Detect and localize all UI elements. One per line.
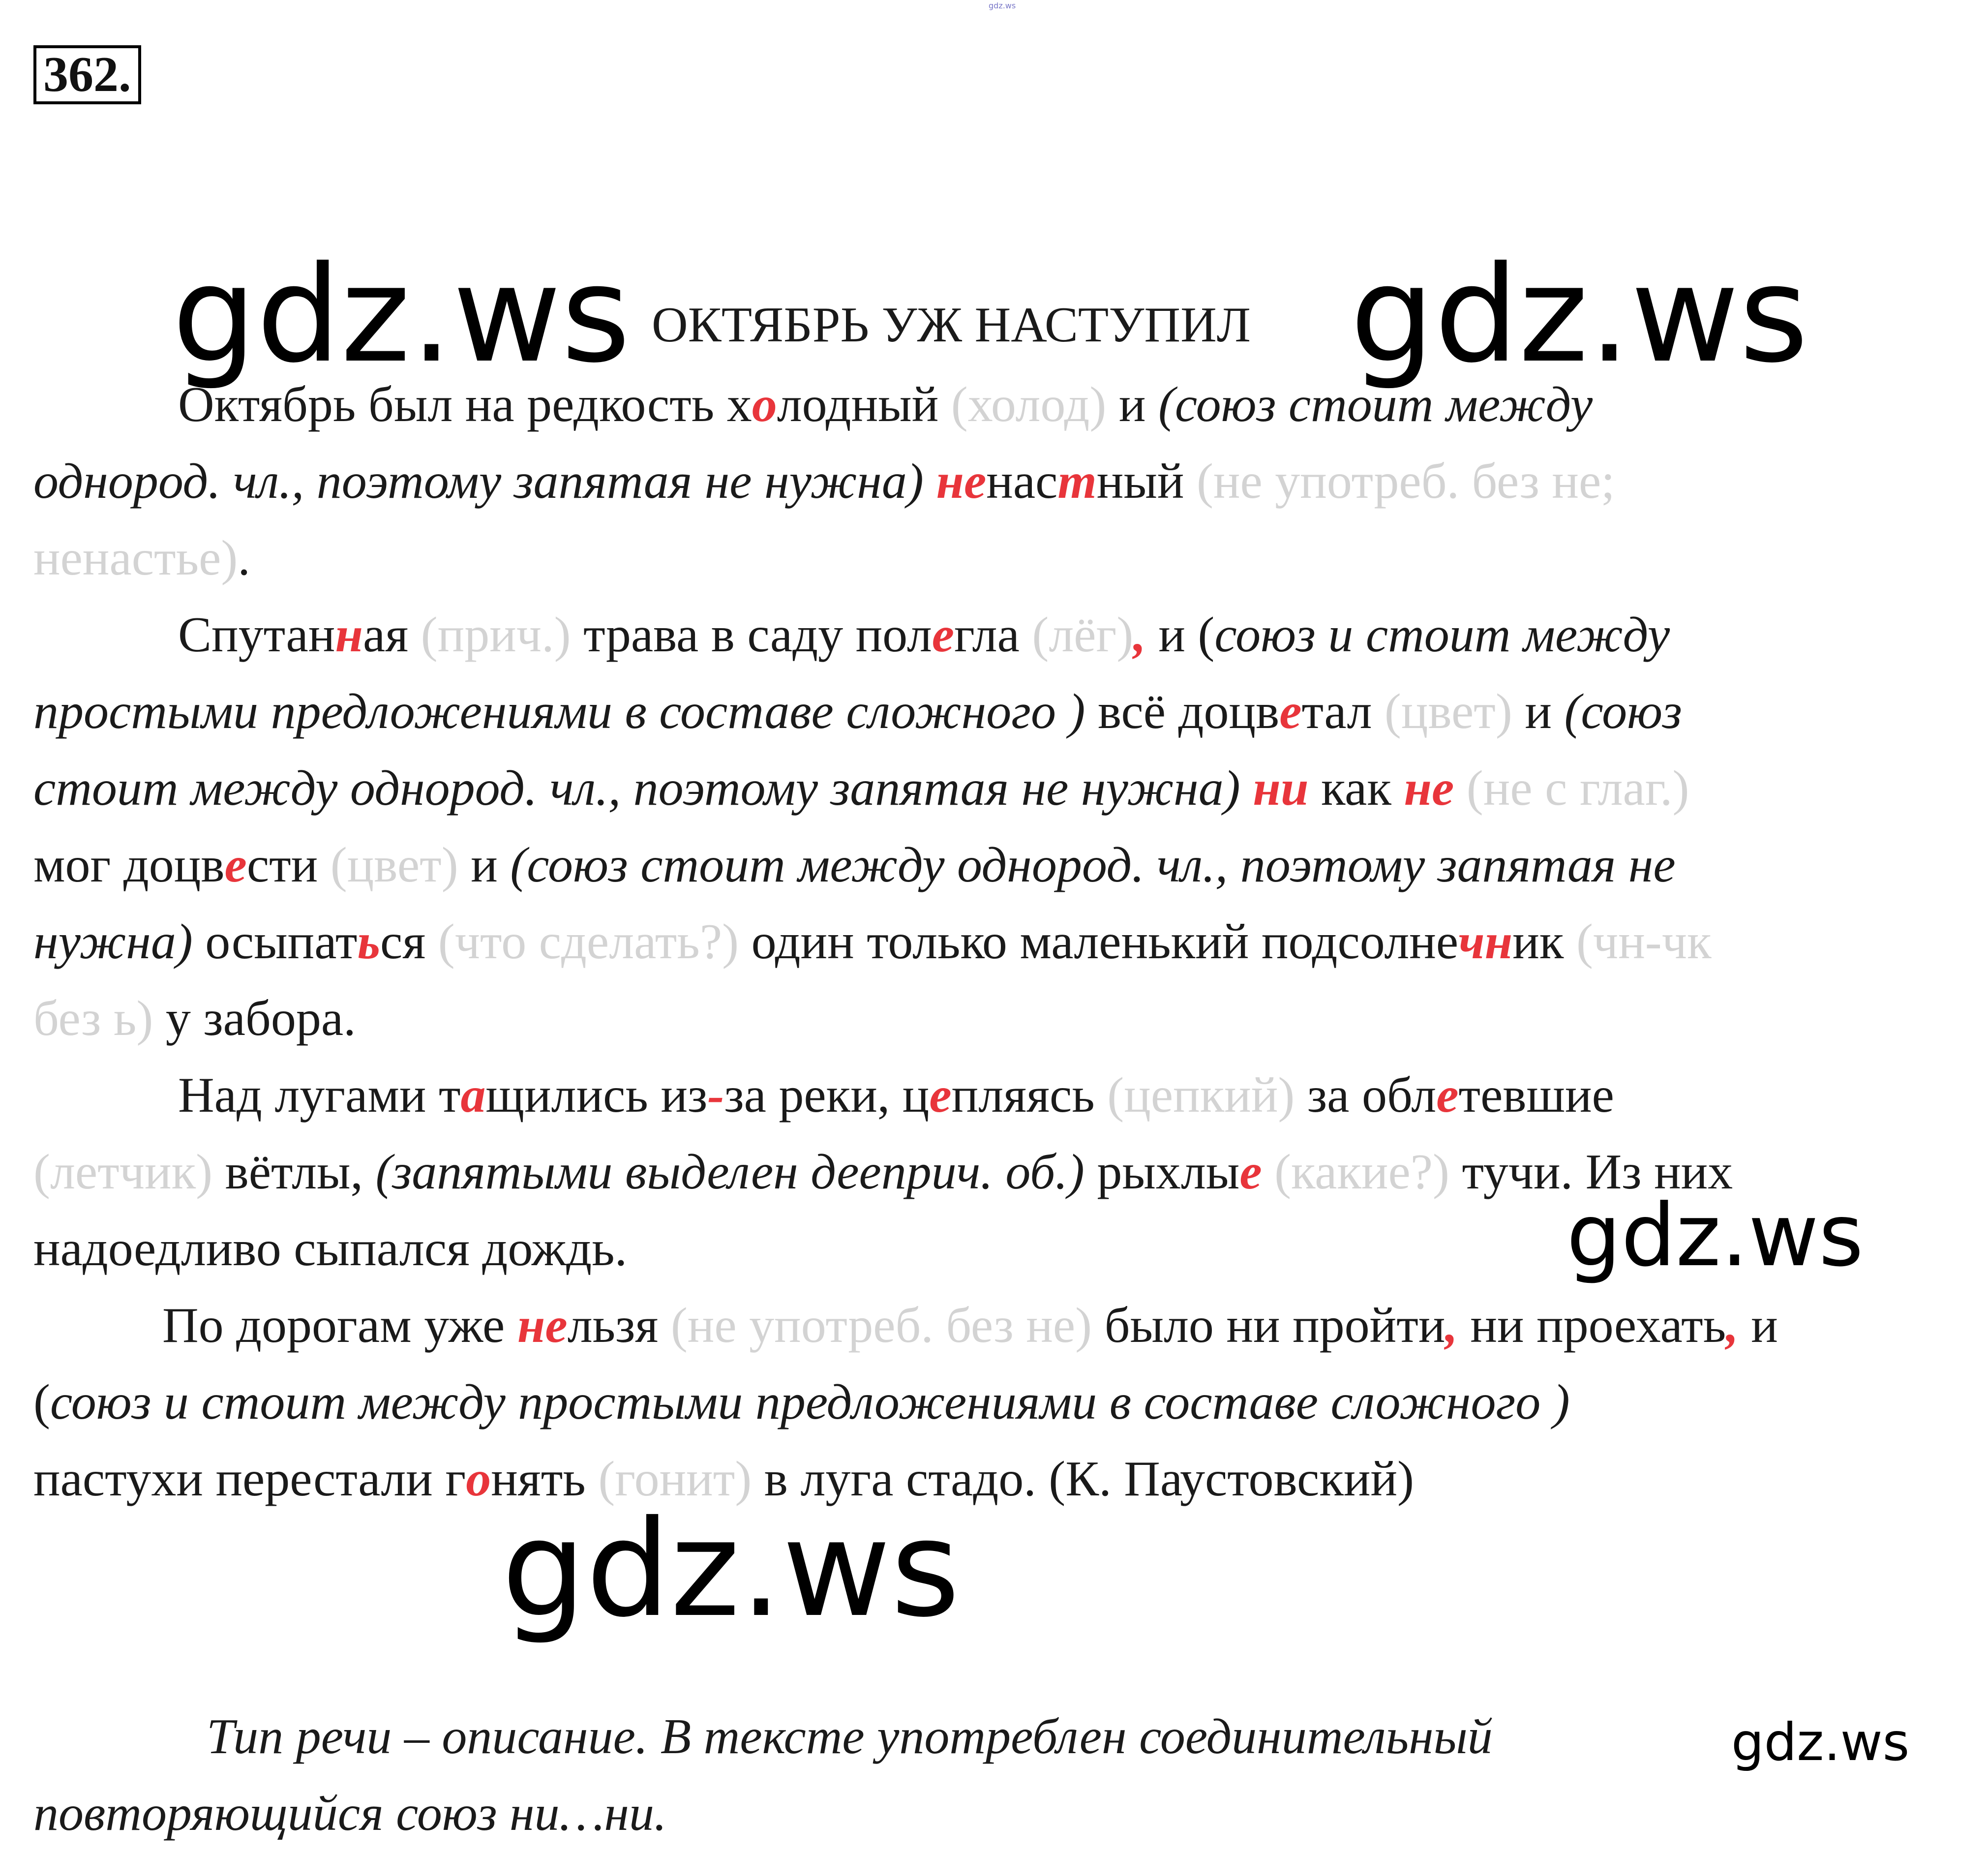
- text-line: [33, 837, 1676, 893]
- watermark: gdz.ws: [502, 1491, 960, 1646]
- text-segment: осыпат: [205, 914, 358, 970]
- text-segment: вётлы,: [212, 1144, 376, 1200]
- text-line: [33, 1144, 1733, 1200]
- hint-segment: (цвет): [330, 837, 458, 893]
- highlight-segment: а: [460, 1067, 486, 1123]
- hint-segment: (холод): [951, 377, 1107, 432]
- watermark: gdz.ws: [1731, 1712, 1910, 1772]
- text-line: [162, 1298, 1778, 1353]
- highlight-segment: не: [936, 454, 987, 509]
- text-line: [33, 684, 1682, 739]
- comment-segment: (запятыми выделен дееприч. об.): [375, 1144, 1084, 1200]
- highlight-segment: е: [1436, 1067, 1459, 1123]
- text-segment: тал: [1301, 684, 1385, 739]
- text-segment: в луга стадо. (К. Паустовский): [752, 1451, 1415, 1507]
- text-segment: за обл: [1295, 1067, 1437, 1123]
- text-segment: гла: [954, 607, 1032, 663]
- hint-segment: (не употреб. без не;: [1196, 454, 1615, 509]
- site-stamp: gdz.ws: [989, 1, 1016, 10]
- text-segment: По дорогам уже: [162, 1298, 517, 1353]
- text-segment: Спутан: [178, 607, 335, 663]
- highlight-segment: ,: [1726, 1298, 1739, 1353]
- comment-segment: стоит между однород. чл., поэтому запятая не нужна): [33, 760, 1253, 816]
- hint-segment: ненастье): [33, 530, 238, 586]
- page-title: ОКТЯБРЬ УЖ НАСТУПИЛ: [652, 297, 1251, 353]
- hint-segment: (прич.): [421, 607, 571, 663]
- highlight-segment: н: [335, 607, 363, 663]
- text-segment: нас: [986, 454, 1058, 509]
- text-segment: тевшие: [1458, 1067, 1614, 1123]
- text-segment: было ни пройти: [1092, 1298, 1446, 1353]
- hint-segment: (что сделать?): [438, 914, 739, 970]
- text-segment: лодный: [777, 377, 951, 432]
- hint-segment: (какие?): [1274, 1144, 1449, 1200]
- comment-segment: (союз стоит между: [1158, 377, 1593, 432]
- text-segment: один только маленький подсолне: [739, 914, 1459, 970]
- highlight-segment: не: [517, 1298, 568, 1353]
- hint-segment: (гонит): [598, 1451, 752, 1507]
- text-segment: щились из: [485, 1067, 708, 1123]
- hint-segment: (лёг): [1032, 607, 1134, 663]
- highlight-segment: ,: [1445, 1298, 1458, 1353]
- text-segment: нять: [491, 1451, 599, 1507]
- text-line: [33, 1451, 1415, 1507]
- watermark: gdz.ws: [1350, 237, 1808, 392]
- text-segment: и: [458, 837, 511, 893]
- text-line: [33, 991, 356, 1046]
- watermark: gdz.ws: [172, 237, 631, 392]
- highlight-segment: чн: [1458, 914, 1513, 970]
- text-segment: надоедливо сыпался дождь.: [33, 1221, 628, 1277]
- text-line: [178, 377, 1593, 432]
- text-segment: [1454, 760, 1467, 816]
- highlight-segment: не: [1404, 760, 1454, 816]
- highlight-segment: е: [1239, 1144, 1262, 1200]
- exercise-number-dot: .: [119, 47, 131, 102]
- highlight-segment: е: [932, 607, 955, 663]
- text-line: [33, 760, 1689, 816]
- text-segment: за реки, ц: [724, 1067, 930, 1123]
- text-segment: (: [33, 1374, 50, 1430]
- text-line: [33, 530, 250, 586]
- text-line: [33, 456, 1615, 507]
- highlight-segment: о: [752, 377, 777, 432]
- text-segment: сти: [246, 837, 331, 893]
- highlight-segment: ни: [1253, 760, 1309, 816]
- text-segment: льзя: [567, 1298, 671, 1353]
- hint-segment: (не с глаг.): [1466, 760, 1689, 816]
- comment-segment: (союз стоит между однород. чл., поэтому запятая не: [510, 837, 1676, 893]
- comment-segment: нужна): [33, 914, 206, 970]
- text-segment: Октябрь был на редкость х: [178, 377, 752, 432]
- comment-segment: повторяющийся союз ни…ни.: [33, 1786, 667, 1841]
- text-segment: трава в саду пол: [571, 607, 932, 663]
- text-segment: .: [238, 530, 250, 586]
- text-line: [33, 914, 1712, 970]
- text-segment: рыхлы: [1084, 1144, 1240, 1200]
- hint-segment: (не употреб. без не): [670, 1298, 1092, 1353]
- hint-segment: без ь): [33, 991, 153, 1046]
- text-segment: ни проехать: [1457, 1298, 1726, 1353]
- highlight-segment: ь: [357, 914, 381, 970]
- text-segment: у забора.: [153, 991, 356, 1046]
- text-segment: ик: [1512, 914, 1576, 970]
- highlight-segment: ,: [1133, 607, 1146, 663]
- comment-segment: однород. чл., поэтому запятая не нужна): [33, 454, 936, 509]
- hint-segment: (чн-чк: [1576, 914, 1712, 970]
- text-segment: и: [1106, 377, 1158, 432]
- comment-segment: Тип речи – описание. В тексте употреблен соединительный: [207, 1709, 1493, 1764]
- text-segment: и: [1512, 684, 1565, 739]
- highlight-segment: е: [224, 837, 247, 893]
- text-segment: пляясь: [951, 1067, 1108, 1123]
- comment-segment: (союз: [1564, 684, 1682, 739]
- highlight-segment: е: [1279, 684, 1302, 739]
- text-segment: ая: [362, 607, 421, 663]
- text-segment: пастухи перестали г: [33, 1451, 466, 1507]
- hint-segment: (летчик): [33, 1144, 213, 1200]
- text-segment: и: [1738, 1298, 1778, 1353]
- text-segment: тучи. Из них: [1449, 1144, 1733, 1200]
- exercise-number: [33, 45, 141, 104]
- highlight-segment: о: [466, 1451, 491, 1507]
- text-line: [178, 607, 1670, 663]
- text-line: [33, 1221, 628, 1277]
- text-line: [178, 1067, 1614, 1123]
- highlight-segment: т: [1057, 454, 1097, 509]
- watermark: gdz.ws: [1566, 1186, 1864, 1286]
- hint-segment: (цепкий): [1107, 1067, 1295, 1123]
- text-segment: как: [1308, 760, 1404, 816]
- text-line: [33, 1374, 1570, 1430]
- text-segment: Над лугами т: [178, 1067, 461, 1123]
- text-segment: мог доцв: [33, 837, 225, 893]
- conclusion-line: [207, 1709, 1493, 1764]
- text-segment: и (: [1145, 607, 1215, 663]
- conclusion-line: [33, 1786, 667, 1841]
- highlight-segment: -: [707, 1067, 724, 1123]
- text-segment: ный: [1096, 454, 1197, 509]
- text-segment: [1262, 1144, 1275, 1200]
- text-segment: ся: [380, 914, 438, 970]
- highlight-segment: е: [929, 1067, 952, 1123]
- hint-segment: (цвет): [1384, 684, 1512, 739]
- text-segment: всё доцв: [1097, 684, 1280, 739]
- comment-segment: простыми предложениями в составе сложного ): [33, 684, 1098, 739]
- comment-segment: союз и стоит между простыми предложениями в составе сложного ): [50, 1374, 1570, 1430]
- exercise-number-value: 362: [43, 47, 119, 102]
- comment-segment: союз и стоит между: [1214, 607, 1670, 663]
